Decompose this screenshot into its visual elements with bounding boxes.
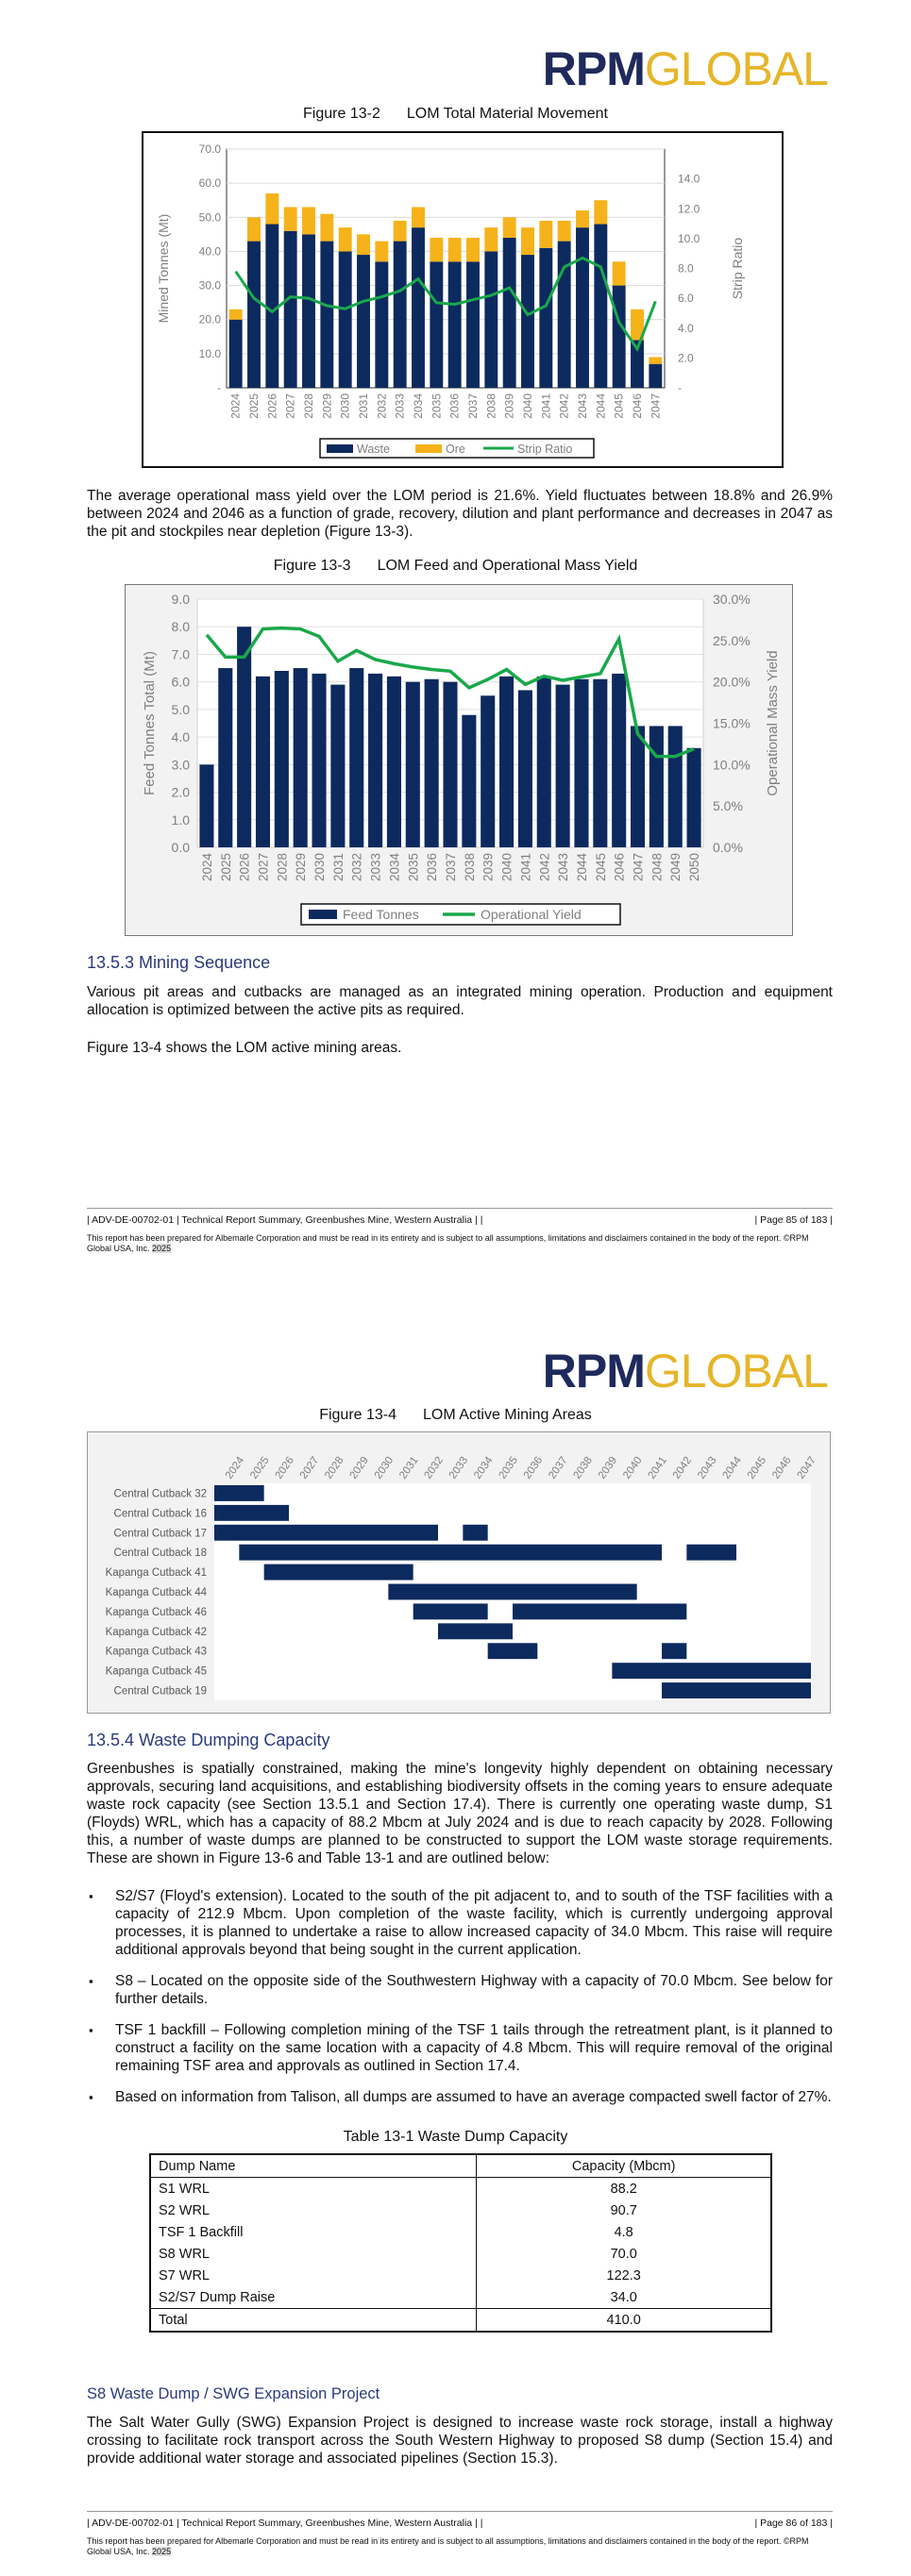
gantt-bar — [612, 1663, 811, 1679]
bar-waste-2034 — [412, 227, 425, 388]
disclaimer-year: 2025 — [152, 1244, 172, 1253]
bar-feed-2045 — [593, 679, 607, 847]
paragraph-figure-reference: Figure 13-4 shows the LOM active mining areas. — [87, 1040, 402, 1056]
bar-waste-2039 — [503, 238, 516, 388]
x-tick-label-2026: 2026 — [237, 853, 252, 882]
y2-axis-label: Strip Ratio — [730, 237, 745, 300]
year-label-2031: 2031 — [397, 1454, 421, 1481]
legend-swatch-feed — [309, 910, 337, 919]
figure-13-3-caption — [0, 558, 911, 575]
year-label-2030: 2030 — [372, 1454, 396, 1481]
bar-waste-2029 — [320, 242, 333, 388]
x-tick-label-2035: 2035 — [430, 393, 444, 419]
chart-total-material-movement — [142, 131, 784, 468]
x-tick-label-2045: 2045 — [612, 393, 626, 419]
figure-title: LOM Active Mining Areas — [423, 1407, 592, 1423]
row-label: Kapanga Cutback 43 — [105, 1646, 207, 1658]
year-label-2044: 2044 — [720, 1454, 744, 1481]
year-label-2036: 2036 — [521, 1454, 546, 1481]
x-tick-label-2037: 2037 — [444, 853, 458, 882]
x-tick-label-2039: 2039 — [502, 393, 516, 419]
x-tick-label-2036: 2036 — [425, 853, 440, 882]
x-tick-label-2029: 2029 — [294, 853, 309, 882]
bullet-s2-s7: ▪ S2/S7 (Floyd's extension). Located to the south of the pit adjacent to, and to south of the TSF facilities with a capacity of 212.9 Mbcm. Upon completion of the waste facility, which is currently undergoing approval processes, it is planned to undertake a raise to allow increased capacity of 34.0 Mbcm. This raise will require additional approvals beyond that being sought in the current application. — [87, 1887, 833, 1959]
chart-active-mining-areas — [87, 1431, 831, 1714]
y-axis-label: Feed Tonnes Total (Mt) — [142, 651, 158, 795]
bar-feed-2041 — [518, 690, 532, 847]
bar-ore-2032 — [375, 242, 388, 262]
bar-ore-2045 — [613, 261, 626, 285]
x-tick-label-2034: 2034 — [412, 393, 425, 419]
gantt-bar — [388, 1584, 636, 1600]
paragraph-waste-dumping: Greenbushes is spatially constrained, making the mine's longevity highly dependent on obtaining necessary approvals, securing land acquisitions, and establishing biodiversity offsets in the coming years to ensure adequate waste rock capacity (see Section 13.5.1 and Section 17.4). There is currently one operating waste dump, S1 (Floyds) WRL, which has a capacity of 88.2 Mbcm at July 2024 and is due to reach capacity by 2028. Following this, a number of waste dumps are planned to be constructed to support the LOM waste storage requirements. These are shown in Figure 13-6 and Table 13-1 and are outlined below: — [87, 1761, 833, 1866]
y2-tick-label: 8.0 — [678, 261, 694, 276]
y2-tick-label: 12.0 — [678, 202, 700, 216]
x-tick-label-2027: 2027 — [256, 853, 271, 882]
year-label-2042: 2042 — [670, 1454, 695, 1481]
x-tick-label-2047: 2047 — [649, 393, 663, 419]
gantt-bar — [662, 1682, 811, 1698]
x-tick-label-2040: 2040 — [499, 853, 515, 882]
gantt-bar — [488, 1643, 538, 1659]
bar-feed-2046 — [612, 674, 626, 847]
x-tick-label-2042: 2042 — [537, 853, 552, 882]
paragraph-mining-sequence: Various pit areas and cutbacks are managed as an integrated mining operation. Production and equipment allocation is optimized between the active pits as required. — [87, 984, 833, 1018]
bar-ore-2038 — [484, 227, 498, 251]
year-label-2043: 2043 — [696, 1454, 719, 1481]
gantt-bar — [662, 1643, 686, 1659]
x-tick-label-2028: 2028 — [302, 393, 315, 419]
bar-ore-2027 — [284, 207, 297, 230]
bar-feed-2027 — [256, 677, 270, 847]
y-tick-label: 70.0 — [198, 142, 221, 156]
gantt-bar — [513, 1603, 686, 1619]
legend-swatch-ore — [415, 444, 442, 453]
year-label-2033: 2033 — [447, 1454, 471, 1481]
bar-ore-2026 — [265, 193, 278, 225]
y-tick-label: 50.0 — [198, 210, 221, 225]
bullet-swell-factor: ▪ Based on information from Talison, all dumps are assumed to have an average compacted swell factor of 27%. — [87, 2088, 833, 2106]
x-tick-label-2034: 2034 — [387, 853, 402, 882]
row-label: Kapanga Cutback 45 — [105, 1665, 207, 1678]
year-label-2041: 2041 — [646, 1454, 669, 1481]
x-tick-label-2024: 2024 — [228, 393, 243, 419]
row-label: Central Cutback 19 — [113, 1685, 207, 1698]
bar-waste-2036 — [448, 261, 462, 388]
gantt-bar — [214, 1505, 289, 1521]
bar-waste-2047 — [649, 364, 662, 388]
bar-waste-2033 — [394, 242, 407, 388]
x-tick-label-2041: 2041 — [539, 393, 553, 419]
y2-tick-label: 5.0% — [713, 798, 743, 814]
legend-label-yield: Operational Yield — [481, 907, 582, 922]
year-label-2038: 2038 — [571, 1454, 595, 1481]
bar-feed-2034 — [387, 677, 401, 847]
y-tick-label: 5.0 — [171, 701, 190, 717]
legend-label-ore: Ore — [446, 443, 465, 456]
x-tick-label-2033: 2033 — [393, 393, 407, 419]
y-tick-label: 40.0 — [198, 244, 221, 259]
row-label: Central Cutback 18 — [113, 1547, 207, 1560]
legend-label-waste: Waste — [357, 443, 390, 456]
page-86 — [0, 1288, 911, 2576]
x-tick-label-2041: 2041 — [518, 853, 533, 882]
y-tick-label: 0.0 — [171, 840, 190, 855]
y-tick-label: 20.0 — [198, 312, 221, 326]
y2-tick-label: 10.0% — [713, 757, 751, 773]
gantt-bar — [214, 1525, 438, 1541]
bar-feed-2031 — [330, 685, 345, 847]
x-tick-label-2048: 2048 — [650, 853, 665, 882]
page-number: | Page 86 of 183 | — [754, 2517, 833, 2529]
figure-13-4-caption — [0, 1407, 911, 1424]
rpm-global-logo: RPMGLOBAL — [542, 1345, 828, 1397]
page-number: | Page 85 of 183 | — [754, 1214, 833, 1226]
bar-ore-2029 — [320, 214, 333, 242]
bar-feed-2035 — [406, 682, 420, 847]
x-tick-label-2046: 2046 — [612, 853, 627, 882]
paragraph-s8: The Salt Water Gully (SWG) Expansion Project is designed to increase waste rock storage, install a highway crossing to facilitate rock transport across the South Western Highway to proposed S8 dump (Section 15.4) and provide additional water storage and associated pipelines (Section 15.3). — [87, 2415, 833, 2467]
disclaimer: This report has been prepared for Albemarle Corporation and must be read in its entirety and is subject to all assumptions, limitations and disclaimers contained in the body of the report. ©RPM Global USA, Inc. 2025 — [87, 1233, 809, 1253]
figure-title: LOM Feed and Operational Mass Yield — [377, 558, 638, 574]
table-row: S8 WRL 70.0 — [150, 2243, 771, 2265]
disclaimer: This report has been prepared for Albemarle Corporation and must be read in its entirety and is subject to all assumptions, limitations and disclaimers contained in the body of the report. ©RPM Global USA, Inc. 2025 — [87, 2536, 809, 2556]
y2-tick-label: - — [678, 381, 682, 394]
legend-swatch-waste — [327, 444, 353, 453]
x-tick-label-2030: 2030 — [312, 853, 328, 882]
bar-waste-2024 — [229, 320, 243, 388]
y2-tick-label: 30.0% — [713, 592, 751, 607]
table-row: S7 WRL 122.3 — [150, 2265, 771, 2286]
x-tick-label-2036: 2036 — [447, 393, 462, 419]
x-tick-label-2032: 2032 — [375, 393, 389, 419]
heading-s8-waste-dump: S8 Waste Dump / SWG Expansion Project — [87, 2385, 380, 2402]
table-13-1-caption: Table 13-1 Waste Dump Capacity — [343, 2129, 568, 2145]
bar-ore-2042 — [558, 221, 571, 242]
row-label: Central Cutback 16 — [113, 1508, 207, 1520]
year-label-2028: 2028 — [323, 1454, 346, 1481]
bar-ore-2034 — [412, 207, 425, 227]
bar-waste-2030 — [339, 251, 352, 388]
x-tick-label-2032: 2032 — [349, 853, 364, 882]
bar-ore-2039 — [503, 217, 516, 238]
figure-number: Figure 13-4 — [319, 1407, 397, 1423]
y-axis-label: Mined Tonnes (Mt) — [156, 213, 171, 324]
y2-tick-label: 2.0 — [678, 351, 694, 365]
y2-tick-label: 4.0 — [678, 321, 694, 335]
y2-tick-label: 10.0 — [678, 231, 700, 245]
bar-waste-2031 — [357, 255, 370, 388]
x-tick-label-2049: 2049 — [668, 853, 683, 882]
x-tick-label-2038: 2038 — [462, 853, 477, 882]
bar-waste-2028 — [302, 234, 315, 388]
footer-left: | ADV-DE-00702-01 | Technical Report Summary, Greenbushes Mine, Western Australia | | — [87, 1214, 483, 1226]
bar-feed-2026 — [237, 627, 251, 847]
year-label-2046: 2046 — [770, 1454, 794, 1481]
gantt-bar — [438, 1623, 513, 1639]
chart-2-svg — [126, 585, 792, 935]
y-tick-label: 7.0 — [171, 646, 190, 662]
bullet-tsf1: ▪ TSF 1 backfill – Following completion mining of the TSF 1 tails through the retreatment plant, is it planned to construct a facility on the same location with a capacity of 4.8 Mbcm. This will require removal of the original remaining TSF area and approvals as outlined in Section 17.4. — [87, 2021, 833, 2075]
x-tick-label-2043: 2043 — [576, 393, 589, 419]
x-tick-label-2025: 2025 — [247, 393, 261, 419]
x-tick-label-2040: 2040 — [521, 393, 534, 419]
x-tick-label-2035: 2035 — [406, 853, 421, 882]
bar-ore-2024 — [229, 309, 243, 320]
row-label: Central Cutback 17 — [113, 1528, 207, 1540]
bar-feed-2030 — [312, 674, 326, 847]
table-header-row — [150, 2154, 771, 2178]
bar-feed-2032 — [349, 668, 363, 847]
table-row: TSF 1 Backfill 4.8 — [150, 2221, 771, 2243]
bar-ore-2031 — [357, 234, 370, 255]
year-label-2026: 2026 — [273, 1454, 296, 1481]
year-label-2025: 2025 — [248, 1454, 272, 1481]
row-label: Central Cutback 32 — [113, 1488, 207, 1500]
row-label: Kapanga Cutback 44 — [105, 1587, 207, 1598]
y2-tick-label: 15.0% — [713, 715, 751, 731]
figure-number: Figure 13-3 — [273, 558, 351, 574]
x-tick-label-2050: 2050 — [687, 853, 702, 882]
x-tick-label-2026: 2026 — [265, 393, 279, 419]
bar-feed-2039 — [481, 695, 495, 847]
bullet-list — [87, 1887, 833, 2119]
x-tick-label-2031: 2031 — [357, 393, 370, 419]
table-row: S2 WRL 90.7 — [150, 2200, 771, 2221]
bar-waste-2035 — [430, 261, 443, 388]
bar-ore-2030 — [339, 227, 352, 251]
bar-feed-2024 — [199, 764, 213, 847]
figure-title: LOM Total Material Movement — [406, 106, 608, 122]
y-tick-label: 60.0 — [198, 176, 221, 191]
bar-ore-2040 — [521, 227, 534, 255]
bar-waste-2043 — [576, 227, 589, 388]
x-tick-label-2028: 2028 — [275, 853, 290, 882]
bar-feed-2028 — [275, 671, 289, 847]
heading-waste-dumping: 13.5.4 Waste Dumping Capacity — [87, 1731, 330, 1749]
line-strip-ratio — [236, 258, 656, 348]
year-label-2047: 2047 — [795, 1454, 818, 1481]
x-tick-label-2045: 2045 — [593, 853, 608, 882]
bar-ore-2047 — [649, 357, 662, 363]
figure-13-2-caption — [0, 106, 911, 123]
row-label: Kapanga Cutback 42 — [105, 1626, 207, 1638]
legend-label-strip-ratio: Strip Ratio — [517, 443, 573, 456]
bar-feed-2042 — [537, 677, 551, 847]
x-tick-label-2024: 2024 — [199, 853, 214, 882]
bar-feed-2029 — [294, 668, 308, 847]
gantt-bar — [463, 1525, 487, 1541]
bar-feed-2044 — [574, 679, 588, 847]
bar-ore-2028 — [302, 207, 315, 234]
year-label-2035: 2035 — [497, 1454, 520, 1481]
bar-waste-2041 — [539, 248, 552, 388]
year-label-2039: 2039 — [596, 1454, 620, 1481]
y-tick-label: 30.0 — [198, 278, 221, 293]
bar-ore-2043 — [576, 210, 589, 227]
gantt-bar — [239, 1545, 662, 1561]
col-dump-name: Dump Name — [150, 2154, 477, 2178]
bar-feed-2047 — [631, 726, 645, 847]
figure-number: Figure 13-2 — [303, 106, 380, 122]
y-tick-label: 3.0 — [171, 757, 190, 773]
bar-waste-2045 — [613, 286, 626, 388]
footer — [87, 1214, 833, 1226]
footer — [87, 2517, 833, 2529]
bar-ore-2036 — [448, 238, 462, 261]
bar-waste-2040 — [521, 255, 534, 388]
year-label-2045: 2045 — [745, 1454, 769, 1481]
bullet-s8: ▪ S8 – Located on the opposite side of the Southwestern Highway with a capacity of 70.0 Mbcm. See below for further details. — [87, 1972, 833, 2008]
x-tick-label-2031: 2031 — [330, 853, 346, 882]
bar-feed-2033 — [368, 674, 382, 847]
bar-ore-2044 — [594, 200, 607, 224]
x-tick-label-2043: 2043 — [556, 853, 571, 882]
year-label-2024: 2024 — [223, 1454, 247, 1481]
gantt-bar — [686, 1545, 736, 1561]
year-label-2037: 2037 — [547, 1454, 570, 1481]
bar-ore-2037 — [466, 238, 480, 261]
bar-feed-2025 — [218, 668, 232, 847]
bar-waste-2037 — [466, 261, 480, 388]
y2-tick-label: 25.0% — [713, 632, 751, 648]
x-tick-label-2025: 2025 — [218, 853, 233, 882]
x-tick-label-2029: 2029 — [320, 393, 334, 419]
bar-feed-2050 — [687, 748, 701, 847]
waste-dump-table — [149, 2153, 772, 2333]
disclaimer-year: 2025 — [152, 2547, 172, 2556]
bar-feed-2036 — [425, 679, 439, 847]
x-tick-label-2044: 2044 — [574, 853, 589, 882]
rpm-global-logo: RPMGLOBAL — [542, 42, 828, 95]
footer-divider — [87, 2511, 833, 2512]
x-tick-label-2047: 2047 — [631, 853, 646, 882]
bar-waste-2027 — [284, 231, 297, 388]
gantt-bar — [413, 1603, 488, 1619]
bar-ore-2033 — [394, 221, 407, 242]
bar-feed-2040 — [499, 677, 514, 847]
bar-feed-2037 — [443, 682, 457, 847]
bar-waste-2032 — [375, 261, 388, 388]
y2-tick-label: 14.0 — [678, 172, 700, 186]
y-tick-label: 6.0 — [171, 674, 190, 690]
y-tick-label: - — [217, 381, 221, 394]
y-tick-label: 9.0 — [171, 592, 190, 607]
x-tick-label-2033: 2033 — [368, 853, 383, 882]
x-tick-label-2046: 2046 — [631, 393, 644, 419]
table-row: S2/S7 Dump Raise 34.0 — [150, 2286, 771, 2309]
row-label: Kapanga Cutback 46 — [105, 1606, 207, 1618]
x-tick-label-2030: 2030 — [338, 393, 352, 419]
bar-feed-2038 — [462, 715, 476, 847]
chart-feed-mass-yield — [125, 584, 793, 936]
chart-3-svg — [88, 1432, 830, 1713]
bar-waste-2044 — [594, 225, 607, 388]
bar-ore-2035 — [430, 238, 443, 261]
gantt-bar — [214, 1485, 264, 1501]
y2-axis-label: Operational Mass Yield — [765, 650, 781, 796]
x-tick-label-2027: 2027 — [283, 393, 297, 419]
bar-waste-2026 — [265, 225, 278, 388]
y-tick-label: 2.0 — [171, 784, 190, 800]
y2-tick-label: 0.0% — [713, 840, 743, 855]
bar-waste-2038 — [484, 251, 498, 388]
bar-feed-2043 — [556, 685, 570, 847]
table-row: S1 WRL 88.2 — [150, 2178, 771, 2200]
y2-tick-label: 6.0 — [678, 292, 694, 306]
y-tick-label: 10.0 — [198, 346, 221, 360]
bar-ore-2041 — [539, 221, 552, 248]
x-tick-label-2039: 2039 — [481, 853, 496, 882]
bar-ore-2025 — [247, 217, 261, 241]
y-tick-label: 4.0 — [171, 729, 190, 745]
x-tick-label-2038: 2038 — [484, 393, 498, 419]
row-label: Kapanga Cutback 41 — [105, 1567, 207, 1580]
y-tick-label: 1.0 — [171, 811, 190, 828]
y-tick-label: 8.0 — [171, 619, 190, 635]
gantt-bar — [264, 1564, 413, 1581]
table-total-row: Total 410.0 — [150, 2309, 771, 2333]
footer-left: | ADV-DE-00702-01 | Technical Report Summary, Greenbushes Mine, Western Australia | | — [87, 2517, 483, 2529]
x-tick-label-2044: 2044 — [594, 393, 608, 419]
bar-feed-2049 — [668, 726, 683, 847]
col-capacity: Capacity (Mbcm) — [477, 2154, 771, 2178]
x-tick-label-2042: 2042 — [557, 393, 571, 419]
year-label-2032: 2032 — [422, 1454, 446, 1481]
y2-tick-label: 20.0% — [713, 674, 751, 690]
year-label-2027: 2027 — [297, 1454, 322, 1481]
footer-divider — [87, 1208, 833, 1209]
year-label-2029: 2029 — [347, 1454, 371, 1481]
legend-label-feed: Feed Tonnes — [343, 907, 419, 922]
chart-1-svg — [143, 133, 782, 466]
x-tick-label-2037: 2037 — [466, 393, 480, 419]
year-label-2040: 2040 — [621, 1454, 645, 1481]
paragraph-mass-yield: The average operational mass yield over the LOM period is 21.6%. Yield fluctuates between 18.8% and 26.9% between 2024 and 2046 as a function of grade, recovery, dilution and plant performance and decreases in 2047 as the pit and stockpiles near depletion (Figure 13-3). — [87, 488, 833, 540]
bar-feed-2048 — [650, 726, 664, 847]
bar-waste-2025 — [247, 242, 261, 388]
year-label-2034: 2034 — [472, 1454, 496, 1481]
heading-mining-sequence: 13.5.3 Mining Sequence — [87, 953, 271, 972]
